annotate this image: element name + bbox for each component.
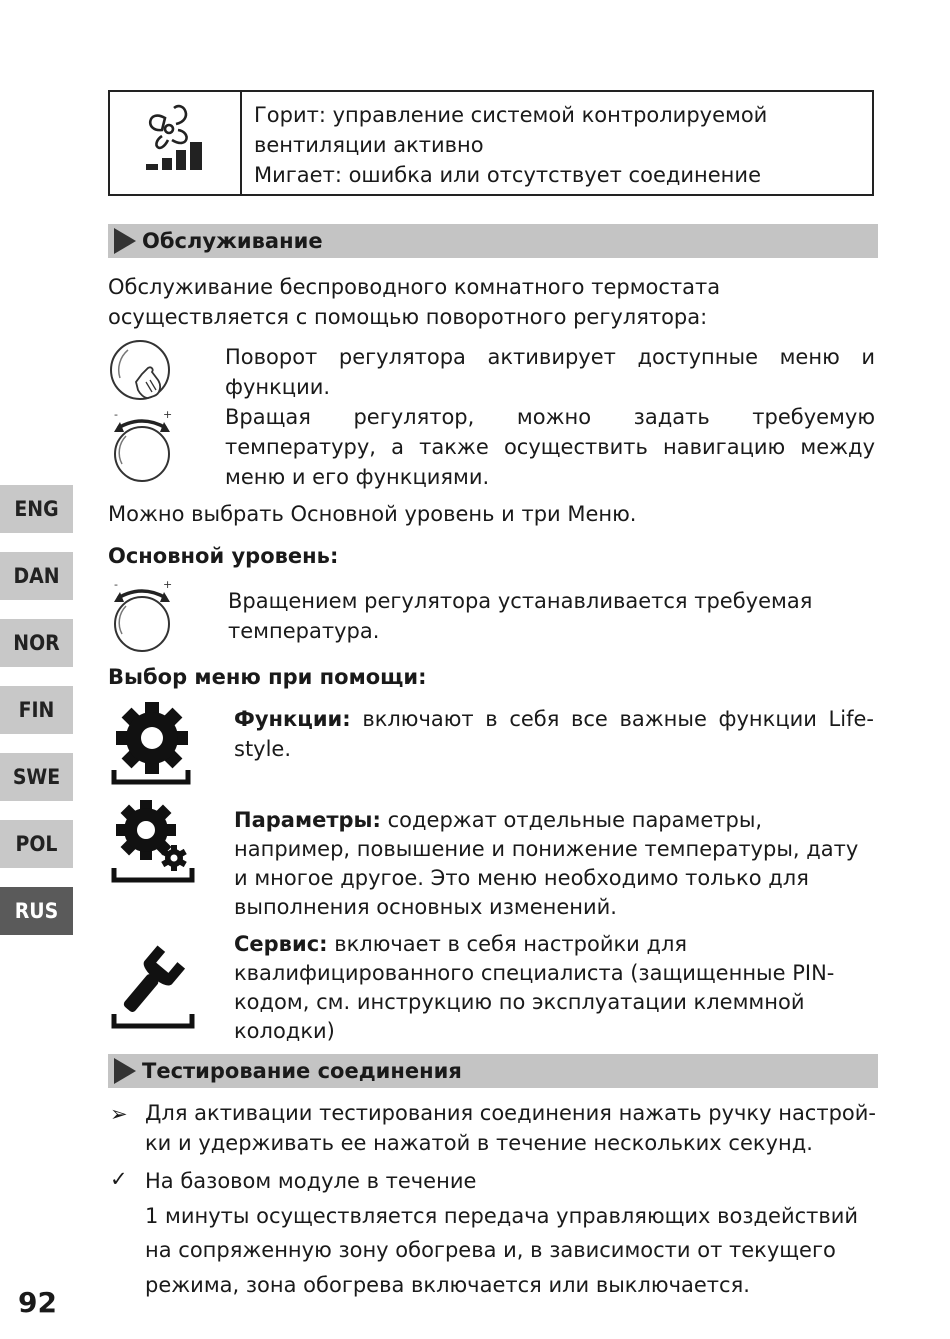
section-header-maintenance (108, 224, 878, 258)
status-table (108, 90, 874, 196)
parameters-description (234, 806, 874, 922)
svg-text:+: + (163, 578, 173, 591)
service-description (234, 930, 874, 1046)
result-line: 1 минуты осуществляется передача управляющих воздействий (145, 1203, 859, 1228)
language-tab-fin[interactable]: FIN (0, 686, 73, 734)
language-tab-dan[interactable]: DAN (0, 552, 73, 600)
language-tab-rus[interactable]: RUS (0, 887, 73, 935)
service-text: включает в себя настройки для квалифицированного специалиста (защищенные PIN-кодом, см. инструкцию по эксплуатации клеммной колодки) (234, 932, 835, 1043)
status-description (254, 100, 864, 190)
functions-label: Функции: (234, 707, 351, 731)
ventilation-signal-icon (110, 92, 240, 194)
knob-rotate-icon (108, 578, 178, 654)
intro-line: Обслуживание беспроводного комнатного термостата (108, 275, 721, 299)
functions-gear-icon (108, 700, 194, 786)
language-tab-swe[interactable]: SWE (0, 753, 73, 801)
section-arrow-icon (114, 228, 136, 254)
parameters-text: содержат отдельные параметры, например, повышение и понижение температуры, дату и многое другое. Это меню необходимо только для выполнения основных изменений. (234, 808, 859, 919)
svg-text:+: + (163, 408, 173, 421)
choose-levels-text: Можно выбрать Основной уровень и три Меню. (108, 502, 637, 526)
basic-level-line: температура. (228, 619, 380, 643)
intro-line: осуществляется с помощью поворотного регулятора: (108, 305, 708, 329)
language-tab-pol[interactable]: POL (0, 820, 73, 868)
instruction-line: Для активации тестирования соединения нажать ручку настрой- (145, 1101, 876, 1125)
svg-text:-: - (114, 578, 118, 591)
page-number: 92 (18, 1286, 57, 1319)
instruction-line: ки и удерживать ее нажатой в течение нескольких секунд. (145, 1131, 813, 1155)
status-line: вентиляции активно (254, 133, 484, 157)
service-label: Сервис: (234, 932, 328, 956)
checkmark-bullet-icon: ✓ (110, 1167, 128, 1191)
parameters-gears-icon (108, 798, 198, 884)
menu-selection-heading: Выбор меню при помощи: (108, 665, 427, 689)
status-line: Мигает: ошибка или отсутствует соединение (254, 163, 761, 187)
result-line: На базовом модуле в течение (145, 1169, 477, 1193)
knob-rotate-icon (108, 408, 178, 484)
svg-text:-: - (114, 408, 118, 421)
parameters-label: Параметры: (234, 808, 381, 832)
basic-level-text (228, 586, 878, 646)
section-title: Тестирование соединения (142, 1059, 462, 1083)
result-line: на сопряженную зону обогрева и, в зависимости от текущего (145, 1238, 836, 1262)
press-description: Поворот регулятора активирует доступные меню и функции. (225, 345, 875, 399)
section-arrow-icon (114, 1058, 136, 1084)
functions-text: включают в себя все важные функции Life-style. (234, 707, 874, 761)
rotate-description: Вращая регулятор, можно задать требуемую температуру, а также осуществить навигацию между меню и его функциями. (225, 405, 875, 489)
test-instruction (145, 1098, 885, 1158)
language-tab-eng[interactable]: ENG (0, 485, 73, 533)
knob-press-icon (108, 338, 178, 408)
result-line: режима, зона обогрева включается или выключается. (145, 1272, 750, 1297)
arrow-bullet-icon: ➢ (110, 1102, 128, 1126)
basic-level-heading: Основной уровень: (108, 544, 339, 568)
functions-description (234, 704, 874, 764)
language-tab-nor[interactable]: NOR (0, 619, 73, 667)
status-line: Горит: управление системой контролируемой (254, 103, 768, 127)
service-wrench-icon (108, 944, 198, 1030)
test-result (145, 1164, 885, 1302)
maintenance-intro (108, 272, 878, 332)
section-title: Обслуживание (142, 229, 323, 253)
basic-level-line: Вращением регулятора устанавливается требуемая (228, 589, 813, 613)
section-header-connection-test (108, 1054, 878, 1088)
